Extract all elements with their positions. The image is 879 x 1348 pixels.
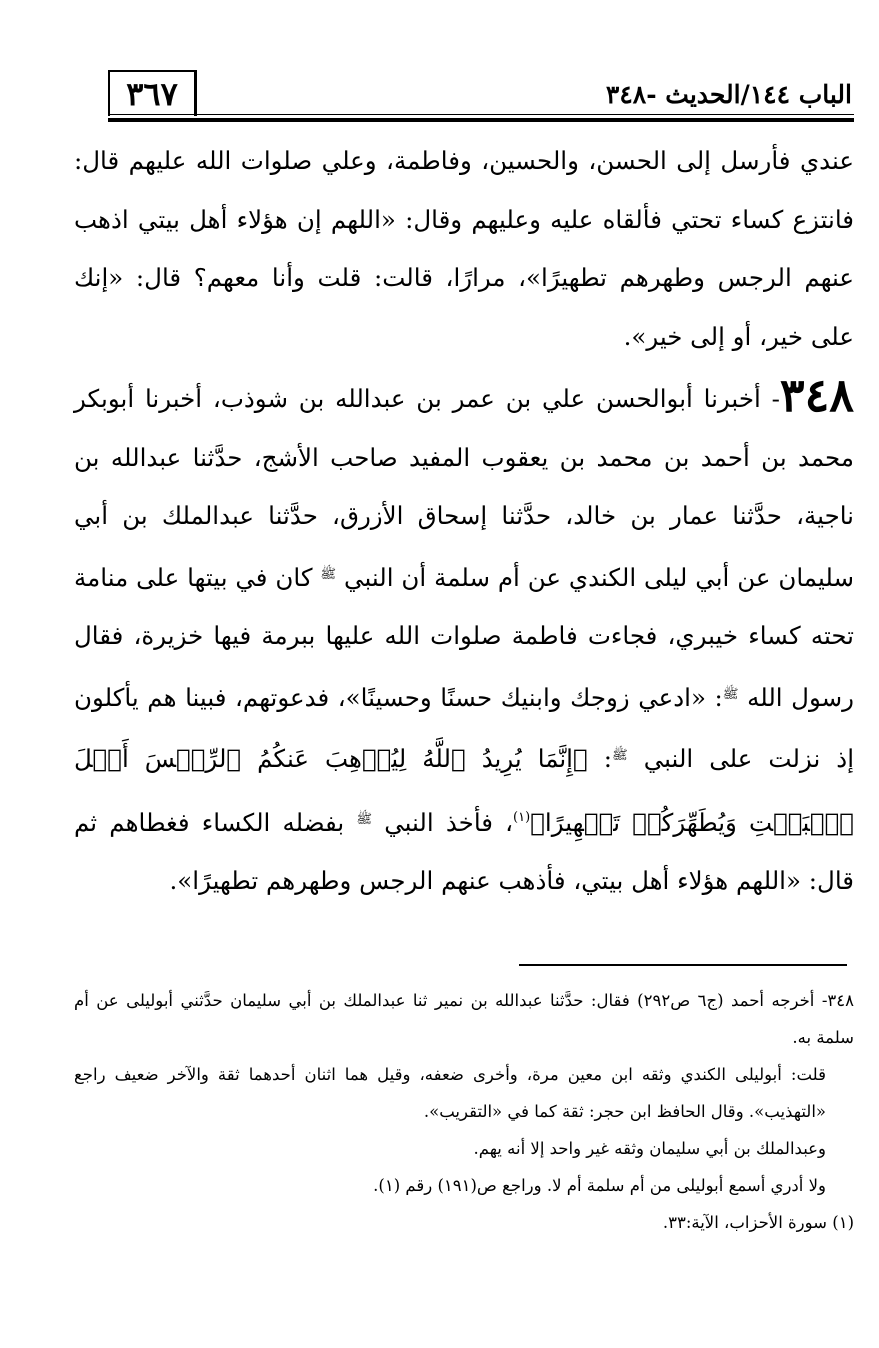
footnotes (74, 982, 854, 1241)
hadith-text-end: بفضله الكساء فغطاهم ثم قال: «اللهم هؤلاء أهل بيتي، فأذهب عنهم الرجس وطهرهم تطهيرًا». (74, 807, 854, 895)
header-rule (108, 118, 854, 122)
footnote-comment: وعبدالملك بن أبي سليمان وثقه غير واحد إلا أنه يهم. (473, 1139, 826, 1158)
page-header (108, 66, 854, 122)
salawat-glyph: ﷺ (320, 566, 337, 582)
chapter-title: الباب ١٤٤/الحديث -٣٤٨ (605, 80, 852, 109)
paragraph-continuation: عندي فأرسل إلى الحسن، والحسين، وفاطمة، وعلي صلوات الله عليهم قال: فانتزع كساء تحتي فألقاه عليه وعليهم وقال: «اللهم إن هؤلاء أهل بيتي اذهب عنهم الرجس وطهرهم تطهيرًا»، مرارًا، قالت: قلت وأنا معهم؟ قال: «إنك على خير، أو إلى خير». (74, 146, 854, 351)
page-number: ٣٦٧ (108, 70, 197, 116)
hadith-colon: : (603, 744, 612, 773)
footnote-comment: ولا أدري أسمع أبوليلى من أم سلمة أم لا. وراجع ص(١٩١) رقم (١). (373, 1176, 826, 1195)
quran-verse: ﴿إِنَّمَا يُرِيدُ ٱللَّهُ لِيُذۡهِبَ عَنكُمُ ٱلرِّجۡسَ أَهۡلَ ٱلۡبَيۡتِ وَيُطَهِّرَكُمۡ تَطۡهِيرًا﴾ (74, 744, 854, 837)
footnote-takhrij: ٣٤٨- أخرجه أحمد (ج٦ ص٢٩٢) فقال: حدَّثنا عبدالله بن نمير ثنا عبدالملك بن أبي سليمان حدَّثني أبوليلى عن أم سلمة به. (74, 991, 854, 1047)
footnote-comment: قلت: أبوليلى الكندي وثقه ابن معين مرة، وأخرى ضعفه، وقيل هما اثنان أحدهما ثقة والآخر ضعيف راجع «التهذيب». وقال الحافظ ابن حجر: ثقة كما في «التقريب». (74, 1065, 826, 1121)
hadith-text-isnad: - أخبرنا أبوالحسن علي بن عمر بن عبدالله بن شوذب، أخبرنا أبوبكر محمد بن أحمد بن محمد بن يعقوب المفيد صاحب الأشج، حدَّثنا عبدالله بن ناجية، حدَّثنا عمار بن خالد، حدَّثنا إسحاق الأزرق، حدَّثنا عبدالملك بن أبي سليمان عن أبي ليلى الكندي عن أم سلمة أن النبي (74, 384, 854, 592)
main-text (74, 132, 854, 911)
salawat-glyph: ﷺ (611, 748, 628, 763)
footnote-verse-source: (١) سورة الأحزاب، الآية:٣٣. (662, 1213, 854, 1232)
salawat-glyph: ﷺ (722, 686, 739, 702)
hadith-number: ٣٤٨ (779, 368, 854, 422)
salawat-glyph: ﷺ (356, 811, 373, 827)
verse-footnote-ref: (١) (513, 809, 531, 825)
header-rule-thin (108, 114, 854, 115)
hadith-paragraph (74, 366, 854, 911)
hadith-text-speech: : «ادعي زوجك وابنيك حسنًا وحسينًا»، فدعوتهم، فبينا هم يأكلون إذ نزلت على النبي (74, 682, 854, 773)
footnote-separator (519, 964, 847, 966)
hadith-text-matn: كان في بيتها على منامة تحته كساء خيبري، فجاءت فاطمة صلوات الله عليها ببرمة فيها خزيرة، فقال رسول الله (74, 562, 854, 712)
hadith-text-after-verse: ، فأخذ النبي (384, 807, 514, 837)
